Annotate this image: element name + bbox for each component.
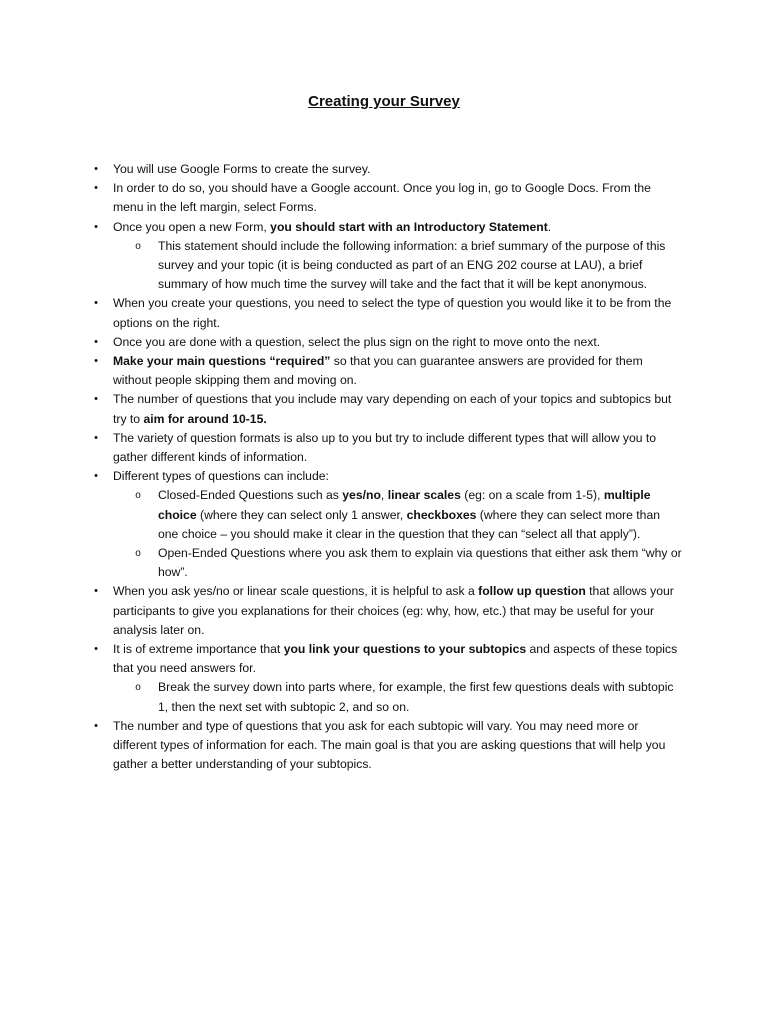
bold-text: you should start with an Introductory Statement [270, 219, 548, 234]
bold-text: yes/no [342, 488, 381, 503]
list-item-text [113, 469, 329, 483]
list-item-text [158, 546, 682, 579]
bullet-icon: • [94, 335, 98, 348]
list-item [0, 640, 768, 678]
bullet-icon: • [94, 163, 98, 175]
sub-list-item [0, 678, 768, 716]
list-item-text [113, 296, 671, 329]
list-item-text [113, 392, 671, 425]
bullet-icon: • [94, 355, 98, 368]
list-item-text [113, 220, 551, 234]
list-item [0, 160, 768, 179]
bold-text: aim for around 10-15. [143, 411, 267, 426]
bold-text: multiple choice [158, 488, 651, 522]
text-run: The variety of question formats is also up to you but try to include different types that will allow you to gather different kinds of information. [113, 430, 657, 465]
bold-text: you link your questions to your subtopics [283, 642, 527, 657]
text-run: Once you are done with a question, select the plus sign on the right to move onto the next. [113, 334, 601, 349]
text-run: (where they can select only 1 answer, [196, 507, 407, 522]
list-item-text [158, 239, 665, 291]
list-item-text [113, 431, 656, 464]
text-run: that allows your participants to give you explanations for their choices (eg: why, how, etc.) that may be useful for your analysis later on. [113, 584, 674, 637]
bullet-icon: • [94, 393, 98, 406]
list-item [0, 218, 768, 237]
list-item [0, 467, 768, 486]
text-run: Break the survey down into parts where, for example, the first few questions deals with subtopic 1, then the next set with subtopic 2, and so on. [158, 680, 674, 714]
text-run: and aspects of these topics that you need answers for. [113, 642, 678, 676]
list-item-text [158, 488, 660, 540]
text-run: You will use Google Forms to create the survey. [113, 162, 371, 176]
text-run: This statement should include the following information: a brief summary of the purpose of this survey and your topic (it is being conducted as part of an ENG 202 course at LAU), a brief summary of how much time the survey will take and the fact that it will be kept anonymous. [158, 238, 666, 292]
sub-bullet-icon: o [135, 682, 141, 694]
page-title: Creating your Survey [308, 93, 460, 110]
sub-list-item [0, 544, 768, 582]
text-run: so that you can guarantee answers are provided for them without people skipping them and moving on. [113, 354, 643, 388]
list-item [0, 717, 768, 775]
sub-bullet-icon: o [135, 240, 141, 252]
text-run: It is of extreme importance that [113, 642, 284, 657]
bold-text: linear scales [387, 488, 461, 503]
list-item [0, 333, 768, 352]
text-run: When you ask yes/no or linear scale questions, it is helpful to ask a [113, 584, 479, 599]
list-item-text [158, 680, 674, 713]
text-run: Different types of questions can include: [113, 469, 329, 484]
bullet-icon: • [94, 643, 98, 656]
list-item-text [113, 162, 370, 176]
sub-bullet-icon: o [135, 490, 141, 502]
list-item-text [113, 354, 643, 387]
bullet-icon: • [94, 182, 98, 195]
list-item [0, 179, 768, 217]
bullet-icon: • [94, 297, 98, 310]
text-run: Open-Ended Questions where you ask them to explain via questions that either ask them “why or how”. [158, 546, 682, 580]
list-item-text [113, 642, 677, 675]
bullet-icon: • [94, 585, 98, 598]
text-run: (where they can select more than one choice – you should make it clear in the question that they can “select all that apply”). [158, 507, 661, 541]
list-item-text [113, 335, 600, 349]
bullet-icon: • [94, 470, 98, 483]
text-run: . [547, 219, 552, 234]
bullet-icon: • [94, 719, 98, 732]
instruction-list [0, 160, 768, 775]
text-run: In order to do so, you should have a Google account. Once you log in, go to Google Docs. From the menu in the left margin, select Forms. [113, 181, 651, 215]
sub-list-item [0, 237, 768, 295]
bold-text: Make your main questions “required” [113, 354, 331, 369]
list-item-text [113, 719, 665, 771]
text-run: When you create your questions, you need to select the type of question you would like it to be from the options on the right. [113, 296, 672, 330]
bullet-icon: • [94, 220, 98, 233]
list-item [0, 294, 768, 332]
list-item [0, 582, 768, 640]
text-run: Closed-Ended Questions such as [158, 488, 343, 503]
bold-text: follow up question [478, 584, 586, 599]
sub-bullet-icon: o [135, 548, 141, 560]
text-run: (eg: on a scale from 1-5), [460, 488, 604, 503]
sub-list-item [0, 486, 768, 544]
text-run: The number and type of questions that you ask for each subtopic will vary. You may need more or different types of information for each. The main goal is that you are asking questions that will help you gather a better understanding of your subtopics. [113, 718, 666, 772]
list-item-text [113, 584, 674, 636]
list-item-text [113, 181, 651, 214]
text-run: The number of questions that you include may vary depending on each of your topics and subtopics but try to [113, 392, 672, 426]
text-run: Once you open a new Form, [113, 219, 271, 234]
list-item [0, 390, 768, 428]
text-run: , [380, 488, 388, 503]
list-item [0, 352, 768, 390]
list-item [0, 429, 768, 467]
bullet-icon: • [94, 431, 98, 444]
bold-text: checkboxes [406, 507, 477, 522]
